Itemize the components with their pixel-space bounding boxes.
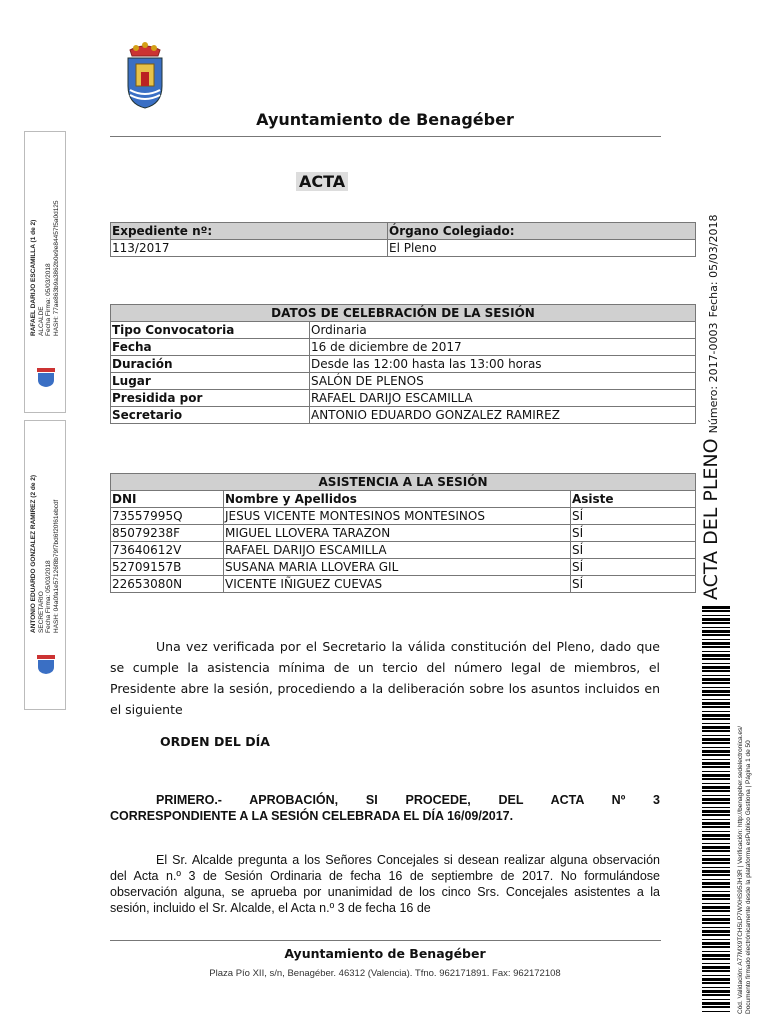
attendance-heading: ASISTENCIA A LA SESIÓN [111,474,696,491]
column-header-nombre: Nombre y Apellidos [224,491,571,508]
organo-label: Órgano Colegiado: [388,223,696,240]
signature-box-alcalde [24,131,66,413]
table-row: Lugar SALÓN DE PLENOS [111,373,696,390]
signature-text: ANTONIO EDUARDO GONZALEZ RAMIREZ (2 de 2) SECRETARIO Fecha Firma: 05/03/2018 HASH: 04a0fa1e57126f8b79f7bd6f20f61ebcdf [30,474,60,633]
footer-address: Plaza Pío XII, s/n, Benagéber. 46312 (Valencia). Tfno. 962171891. Fax: 962172108 [209,968,561,979]
mini-crest-icon [35,366,57,388]
signature-box-secretario [24,420,66,710]
alcalde-paragraph: El Sr. Alcalde pregunta a los Señores Concejales si desean realizar alguna observación del Acta n.º 3 de Sesión Ordinaria de fecha 16 de septiembre de 2017. No formulándose observación alguna, se aprueba por unanimidad de los cinco Srs. Concejales asistentes a la sesión, incluido el Sr. Alcalde, el Acta n.º 3 de fecha 16 de [110,853,660,915]
expediente-label: Expediente nº: [111,223,388,240]
item-heading-line1: PRIMERO.- APROBACIÓN, SI PROCEDE, DEL ACTA Nº 3 [156,793,660,807]
session-data-table [110,304,696,424]
document-title: ACTA [296,172,348,191]
organo-value: El Pleno [388,240,696,257]
table-row: 52709157B SUSANA MARIA LLOVERA GIL SÍ [111,559,696,576]
table-row: Duración Desde las 12:00 hasta las 13:00 horas [111,356,696,373]
barcode-icon [702,606,730,1014]
attendance-table [110,473,696,593]
column-header-asiste: Asiste [571,491,696,508]
orden-heading: ORDEN DEL DÍA [160,734,270,749]
item-heading-line2: CORRESPONDIENTE A LA SESIÓN CELEBRADA EL DÍA 16/09/2017. [110,809,514,823]
validation-code: Cód. Validación: A77MX9TCH5LP7WXHS95JH3R | Verificación: http://benageber.sedelectronica.es/ Documento firmado electrónicamente desde la plataforma esPublico Gestiona | Página 1 de 50 [737,725,752,1014]
table-row: Presidida por RAFAEL DARIJO ESCAMILLA [111,390,696,407]
expediente-table [110,222,696,257]
column-header-dni: DNI [111,491,224,508]
mini-crest-icon [35,653,57,675]
signature-text: RAFAEL DARIJO ESCAMILLA (1 de 2) ALCALDE Fecha Firma: 05/03/2018 HASH: 77ae863b9a3862b0e9e84457f5a0d125 [30,200,60,336]
footer-divider [110,940,661,941]
organization-title: Ayuntamiento de Benagéber [256,110,514,129]
table-row: Tipo Convocatoria Ordinaria [111,322,696,339]
intro-paragraph: Una vez verificada por el Secretario la válida constitución del Pleno, dado que se cumple la asistencia mínima de un tercio del número legal de miembros, el Presidente abre la sesión, procediendo a la deliberación sobre los asuntos incluidos en el siguiente [110,639,660,717]
table-row: Secretario ANTONIO EDUARDO GONZALEZ RAMIREZ [111,407,696,424]
header-divider [110,136,661,137]
footer-organization: Ayuntamiento de Benagéber [284,946,486,961]
table-row: 22653080N VICENTE IÑIGUEZ CUEVAS SÍ [111,576,696,593]
table-row: 73557995Q JESUS VICENTE MONTESINOS MONTESINOS SÍ [111,508,696,525]
table-row: 85079238F MIGUEL LLOVERA TARAZON SÍ [111,525,696,542]
table-row: 73640612V RAFAEL DARIJO ESCAMILLA SÍ [111,542,696,559]
expediente-value: 113/2017 [111,240,388,257]
acta-vertical-label: ACTA DEL PLENO Número: 2017-0003 Fecha: 05/03/2018 [700,214,722,600]
coat-of-arms-icon [122,42,168,110]
session-data-heading: DATOS DE CELEBRACIÓN DE LA SESIÓN [111,305,696,322]
table-row: Fecha 16 de diciembre de 2017 [111,339,696,356]
